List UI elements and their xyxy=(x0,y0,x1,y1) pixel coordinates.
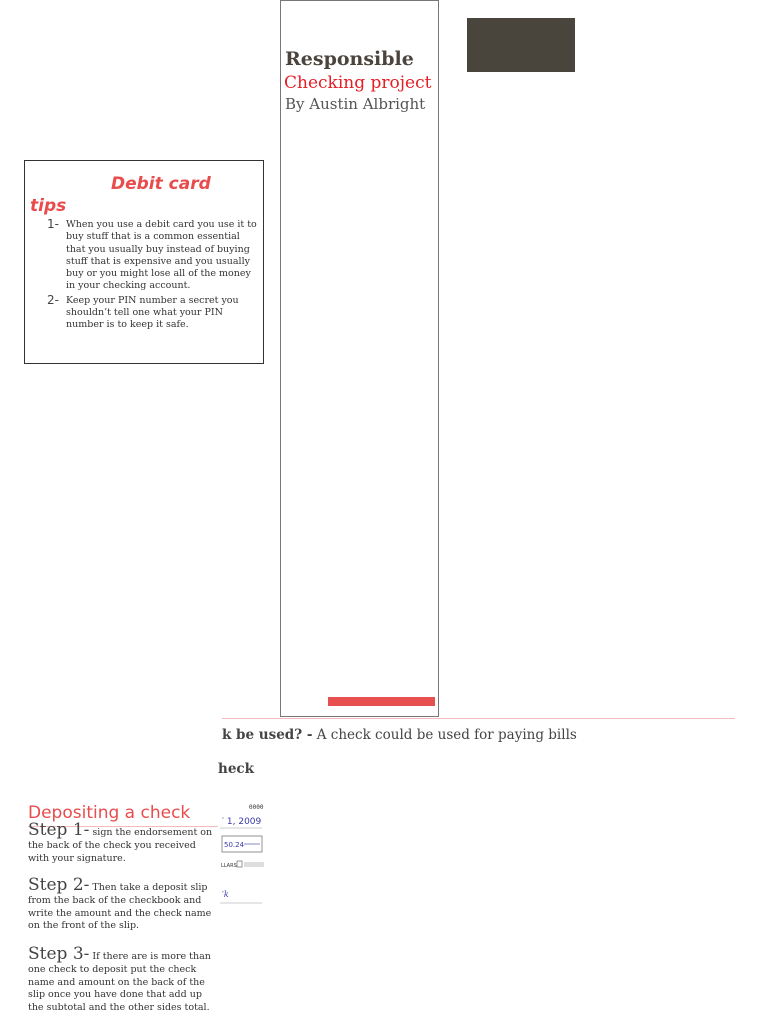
tip-number: 1- xyxy=(47,217,59,231)
deposit-title: Depositing a check xyxy=(28,803,191,823)
check-amount: 50.24 xyxy=(224,841,245,849)
step-3 xyxy=(28,944,218,1015)
title-author: By Austin Albright xyxy=(285,95,426,113)
step-text: If there are is more than one check to deposit put the check name and amount on the back of the slip once you have done that add up the subtotal and the other sides total. xyxy=(28,951,211,1014)
step-label: Step 1- xyxy=(28,820,90,840)
tips-list xyxy=(47,219,259,334)
step-label: Step 3- xyxy=(28,944,90,964)
check-signature: ′k xyxy=(222,890,229,899)
section-divider xyxy=(222,718,735,719)
check-date: ′ 1, 2009 xyxy=(222,817,262,827)
step-text: Then take a deposit slip from the back of the checkbook and write the amount and the check name on the front of the slip. xyxy=(28,882,212,932)
step-label: Step 2- xyxy=(28,875,90,895)
tip-item xyxy=(47,292,259,332)
tip-text: Keep your PIN number a secret you shouldn’t tell one what your PIN number is to keep it safe. xyxy=(66,294,239,331)
lock-icon xyxy=(237,861,242,867)
title-subtitle: Checking project xyxy=(284,73,432,93)
check-image-svg xyxy=(220,800,270,910)
answer-text: A check could be used for paying bills xyxy=(312,727,577,743)
check-image xyxy=(220,800,270,910)
debit-card-tips-box xyxy=(24,160,264,364)
check-small-text: LLARS xyxy=(221,863,237,869)
security-badge xyxy=(244,862,264,867)
step-text: sign the endorsement on the back of the check you received with your signature. xyxy=(28,827,213,864)
tip-number: 2- xyxy=(47,292,59,307)
dark-color-block xyxy=(467,18,575,72)
question-answer-line xyxy=(222,727,577,743)
tips-title: Debit card tips xyxy=(30,174,211,216)
step-2 xyxy=(28,875,218,933)
check-number: 0000 xyxy=(249,804,264,811)
step-1 xyxy=(28,820,218,865)
tip-text: When you use a debit card you use it to buy stuff that is a common essential that you usually buy instead of buying stuff that is expensive and you usually buy or you might lose all of the money in your checking account. xyxy=(66,219,257,292)
question-text: k be used? - xyxy=(222,727,313,743)
tip-item xyxy=(47,219,259,293)
title-main: Responsible xyxy=(285,48,414,70)
partial-heading: heck xyxy=(218,761,254,777)
title-panel xyxy=(280,0,439,717)
accent-bar xyxy=(328,697,435,706)
